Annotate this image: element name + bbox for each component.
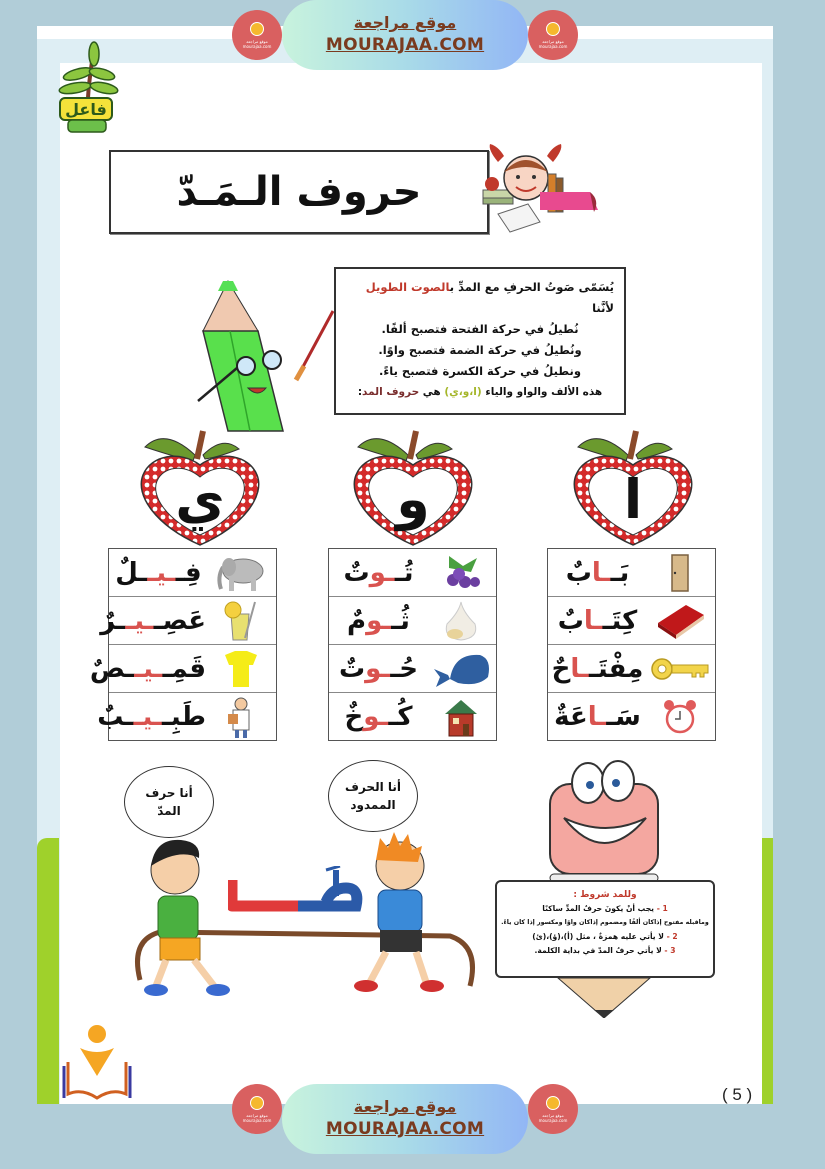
word-aseer: عَصِــيــرٌ [100, 605, 206, 636]
word-row [548, 645, 715, 693]
garlic-icon [426, 599, 496, 643]
book-icon [645, 599, 715, 643]
site-badge-left: موقع مراجعة mourajaa.com [232, 10, 282, 60]
speech-bubble-right: أنا الحرف الممدود [328, 760, 418, 832]
word-table-waw [328, 548, 497, 741]
word-row [329, 645, 496, 693]
site-name-english[interactable]: MOURAJAA.COM [325, 1119, 485, 1139]
hut-icon [426, 695, 496, 739]
site-link-pill[interactable] [282, 1084, 528, 1154]
site-link-pill[interactable] [282, 0, 528, 70]
rule-3: 3 - لا يأتي حرفُ المدّ في بداية الكلمة. [534, 946, 676, 955]
intro-explanation-box [334, 267, 626, 415]
svg-text:فاعل: فاعل [65, 100, 107, 119]
rule-1-continued: وماقبله مفتوح إذاكان ألفًا ومضموم إذاكان واوًا ومكسور إذا كان ياءً. [501, 919, 709, 926]
whale-icon [426, 647, 496, 691]
word-thoom: ثُــومٌ [347, 605, 410, 636]
door-icon [645, 551, 715, 595]
word-row [109, 549, 276, 597]
word-tabeeb: طَبِــيــبٌ [97, 702, 206, 732]
word-table-alef [547, 548, 716, 741]
word-qamees: قَمِــيــصٌ [89, 653, 206, 684]
page-title: حروف الـمَـدّ [176, 169, 422, 215]
alarm-clock-icon [645, 695, 715, 739]
page-title-box [109, 150, 489, 234]
apple-letter-waw [348, 425, 478, 550]
word-row [329, 597, 496, 645]
site-logo-icon [546, 22, 560, 36]
pencil-teacher-illustration-icon [188, 276, 340, 446]
intro-line-1: يُسَمّى صَوتُ الحرفِ مع المدِّ بالصوت الطويل لأنَّنا [365, 280, 614, 315]
madd-letter-waw: و [396, 468, 430, 531]
green-decor-strip-left [37, 838, 59, 1104]
word-feel: فِــيــلٌ [115, 557, 202, 588]
site-logo-icon [250, 1096, 264, 1110]
boys-tug-of-war-illustration-icon [120, 830, 490, 1010]
site-name-arabic[interactable]: موقع مراجعة [353, 1097, 457, 1116]
elephant-icon [206, 551, 276, 595]
apple-letter-yaa [135, 425, 265, 550]
word-saa-a: سَــاعَةٌ [554, 702, 641, 732]
intro-line-3: ونُطيلُ في حركة الضمة فتصبح واوًا. [378, 343, 582, 357]
doctor-icon [206, 695, 276, 739]
site-logo-icon [250, 22, 264, 36]
faeil-plant-logo-icon [50, 40, 120, 135]
site-logo-icon [546, 1096, 560, 1110]
key-icon [645, 647, 715, 691]
speech-bubble-left: أنا حرف المدّ [124, 766, 214, 838]
word-table-yaa [89, 548, 277, 741]
site-badge-right: موقع مراجعة mourajaa.com [528, 10, 578, 60]
publisher-book-logo-icon [60, 1022, 135, 1104]
madd-rules-board [495, 880, 715, 978]
berries-icon [426, 551, 496, 595]
bottom-site-banner[interactable] [230, 1084, 580, 1154]
rule-2: 2 - لا يأتي عليه همزةٌ ، مثل (أ)،(ؤ)،(ئ) [532, 932, 678, 941]
green-decor-strip-right [762, 838, 773, 1104]
rule-1: 1 - يجب أنْ يكونَ حرفُ المدِّ ساكنًا [542, 904, 668, 913]
word-row [548, 549, 715, 597]
word-kitaab: كِتَــابٌ [557, 605, 638, 636]
word-row [329, 549, 496, 597]
top-site-banner[interactable] [230, 0, 580, 70]
apple-letter-alef [568, 425, 698, 550]
word-miftaah: مِفْتَــاحٌ [551, 653, 644, 684]
word-row [548, 597, 715, 645]
intro-line-2: نُطيلُ في حركة الفتحة فتصبح ألفًا. [381, 322, 579, 336]
word-hoot: حُــوتٌ [339, 653, 418, 684]
site-name-arabic[interactable]: موقع مراجعة [353, 13, 457, 32]
word-toot: تُــوتٌ [343, 557, 414, 588]
intro-line-5: هذه الألف والواو والياء (ا،و،ي) هي حروف المد: [357, 386, 603, 398]
madd-example-taa-alef [228, 866, 363, 916]
word-row [329, 693, 496, 741]
word-row [548, 693, 715, 741]
rules-title: وللمد شروط : [573, 890, 637, 900]
site-name-english[interactable]: MOURAJAA.COM [325, 35, 485, 55]
word-row [100, 597, 276, 645]
word-row [97, 693, 276, 741]
word-row [89, 645, 276, 693]
intro-line-4: ونطيلُ في حركة الكسرة فتصبح ياءً. [379, 364, 581, 378]
shirt-icon [206, 647, 276, 691]
word-kookh: كُــوخٌ [344, 702, 413, 732]
page-number: ( 5 ) [722, 1085, 753, 1104]
madd-letter-alef: ا [623, 468, 643, 531]
site-badge-left: موقع مراجعة mourajaa.com [232, 1084, 282, 1134]
madd-letter-yaa: ي [175, 468, 225, 531]
word-baab: بَــابٌ [565, 557, 630, 588]
girl-reading-illustration-icon [478, 142, 603, 237]
site-badge-right: موقع مراجعة mourajaa.com [528, 1084, 578, 1134]
juice-glass-icon [206, 599, 276, 643]
